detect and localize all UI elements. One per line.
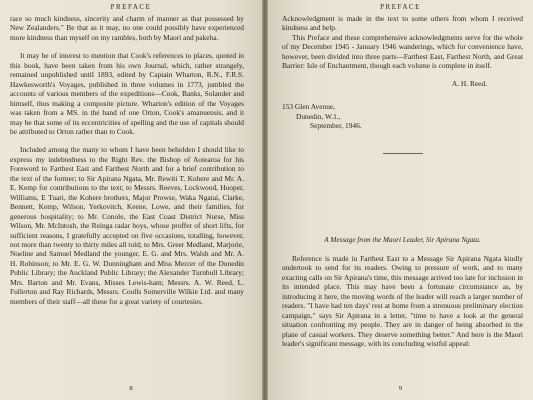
address-line-1: 153 Glen Avenue, [282,102,336,112]
left-page-text [10,14,244,306]
left-page [0,0,262,400]
right-page-number: 9 [398,385,403,392]
address-line-2: Dunedin, W.1., [296,111,341,121]
address-line-3: September, 1946. [310,121,362,131]
left-running-head: PREFACE [110,3,152,11]
signature: A. H. Reed. [451,78,487,88]
address-block [282,102,523,130]
section-divider [383,153,423,154]
left-paragraph-2: It may be of interest to mention that Cook's references to places, quoted in this book, have been taken from his own Journal, which, rather strangely, remained unpublished until 1893, edited by Captain Wharton, R.N., F.R.S. Hawkesworth's Voyages, published in three volumes in 1773, jumbled the accounts of various members of the expeditions—Cook, Banks, Solander and himself, thus making a composite picture. Wharton's edition of the Voyages was taken from a MS. in the hand of one Orton, Cook's amanuensis, and it may be that some of its eccentricities of spelling and the use of capitals should be attributed to Orton rather than to Cook. [10,51,244,136]
right-page [268,0,533,400]
left-page-number: 8 [129,385,133,392]
right-paragraph-2: This Preface and these comprehensive acknowledgments serve for the whole of my December 1945 - January 1946 wanderings, which for convenience have, however, been divided into three parts—Farthest East, Farthest North, and Great Barrier: Isle of Enchantment, though each volume is complete in itself. [282,32,523,71]
left-paragraph-3: Included among the many to whom I have been beholden I should like to express my indebtedness to the Right Rev. the Bishop of Aotearoa for his Foreword to Farthest East and Farthest North and for a brief contribution to the text of the former; to Sir Apirana Ngata, Mr. Rewiti T. Kohere and Mr. A. E. Kemp for contributions to the text; to Messrs. Reeves, Lockwood, Hooper, Williams, E Tuari, the Kohere brothers, Major Prowse, Waka Ngatai, Clarke, Bennett, Kemp, Wilson, Yerkovitch, Keene, Lowe, and their families, for generous hospitality; to Mr. Conole, the East Coast District Nurse, Miss Wilson, Mr. McIntosh, the Reinga radar boys, whose proffer of short lifts, for sufficient reasons, I gratefully accepted on five occasions, totalling, however, not more than twenty to thirty miles all told; to Mrs. Greer Medland, Marjorie, Noeline and Samuel Medland the younger, E. G. and Mrs. Walsh and Mr. A. H. Robinson; to Mr. E. G. W. Dunningham and Miss Mercer of the Dunedin Public Library; the Auckland Public Library; the Alexander Turnbull Library; Mrs. Barton and Mr. Evans, Misses Lewis-ham; Messrs. A. W. Reed, L. Fullerton and Ray Richards, Messrs. Coulls Somerville Wilkie Ltd. and many members of their staff—all these for a great variety of courtesies. [10,145,244,306]
right-paragraph-1: Acknowledgment is made in the text to some others from whom I received kindness and help. [282,14,523,33]
right-page-text [282,14,523,349]
right-running-head: PREFACE [380,3,421,11]
message-paragraph: Reference is made in Farthest East to a Message Sir Apirana Ngata kindly undertook to send for its readers. Owing to pressure of work, and to many exacting calls on Sir Apirana's time, this message arrived too late for inclusion in its intended place. This may have been a fortunate circumstance as, by introducing it here, the moving words of the leader will reach a larger number of readers. "I have had ten days' rest at home from a strenuous preliminary election campaign," says Sir Apirana in a letter, "time to have a look at the general situation confronting my people. They are in danger of being absorbed in the plane of casual workers. They deserve something better." And here is the Maori leader's significant message, with its concluding wistful appeal: [282,253,523,349]
message-title: A Message from the Maori Leader, Sir Apirana Ngata. [324,235,481,244]
left-paragraph-1: race so much kindness, sincerity and charm of manner as that possessed by New Zealanders." Be that as it may, no one could possibly have experienced more kindness than myself on my rambles, both by Maori and pakeha. [10,14,244,42]
